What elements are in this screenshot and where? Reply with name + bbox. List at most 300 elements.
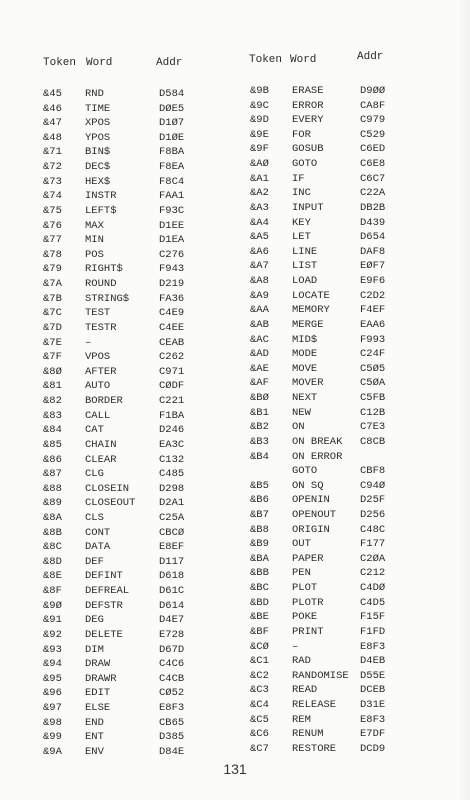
table-row bbox=[43, 527, 243, 541]
token-cell: &B7 bbox=[250, 508, 269, 521]
table-row bbox=[246, 743, 446, 757]
token-cell: &AD bbox=[250, 348, 269, 361]
word-cell: HEX$ bbox=[85, 175, 111, 188]
token-cell: &45 bbox=[43, 88, 62, 100]
table-row bbox=[43, 454, 243, 468]
addr-cell: C4CB bbox=[159, 672, 185, 685]
token-cell: &7E bbox=[43, 336, 62, 349]
addr-cell: EAA6 bbox=[360, 318, 386, 331]
addr-cell: CØDF bbox=[159, 380, 185, 393]
page-number: 131 bbox=[223, 761, 247, 777]
word-cell: RIGHT$ bbox=[85, 263, 123, 276]
word-cell: ENT bbox=[85, 731, 104, 744]
addr-cell: F4EF bbox=[360, 304, 386, 317]
token-cell: &A4 bbox=[250, 216, 269, 229]
word-cell: MODE bbox=[292, 348, 318, 361]
table-row bbox=[43, 629, 243, 643]
header-addr: Addr bbox=[357, 51, 384, 63]
table-row bbox=[246, 480, 446, 494]
addr-cell: D618 bbox=[159, 570, 185, 583]
token-cell: &C6 bbox=[250, 728, 269, 741]
token-cell: &83 bbox=[43, 409, 62, 422]
addr-cell: C24F bbox=[360, 348, 386, 361]
word-cell: ROUND bbox=[85, 278, 117, 291]
addr-cell: CA8F bbox=[360, 99, 386, 112]
word-cell: AUTO bbox=[85, 380, 111, 393]
word-cell: LEFT$ bbox=[85, 204, 117, 217]
token-cell: &72 bbox=[43, 161, 62, 174]
token-cell: &A2 bbox=[250, 187, 269, 200]
token-cell: &47 bbox=[43, 117, 62, 130]
token-cell: &95 bbox=[43, 672, 62, 685]
addr-cell: CBF8 bbox=[360, 465, 386, 478]
addr-cell: C48C bbox=[360, 523, 386, 536]
word-cell: CAT bbox=[85, 424, 104, 437]
word-cell: MAX bbox=[85, 219, 104, 232]
addr-cell: F8EA bbox=[159, 161, 185, 174]
addr-cell: F8C4 bbox=[159, 175, 185, 188]
table-row bbox=[246, 363, 446, 377]
word-cell: GOTO bbox=[292, 158, 318, 171]
word-cell: CALL bbox=[85, 409, 111, 422]
table-row bbox=[43, 176, 243, 190]
table-row bbox=[43, 600, 243, 614]
table-row bbox=[246, 246, 446, 260]
addr-cell: C8CB bbox=[360, 435, 386, 448]
addr-cell: C4DØ bbox=[360, 582, 386, 595]
word-cell: INC bbox=[292, 187, 311, 200]
word-cell: BIN$ bbox=[85, 146, 111, 159]
table-row bbox=[43, 410, 243, 424]
word-cell: GOTO bbox=[292, 465, 318, 478]
word-cell: MOVER bbox=[292, 377, 324, 390]
table-row bbox=[246, 290, 446, 304]
addr-cell: CEAB bbox=[159, 336, 185, 349]
word-cell: LINE bbox=[292, 245, 318, 258]
table-row bbox=[43, 234, 243, 248]
addr-cell: F1BA bbox=[159, 409, 185, 422]
addr-cell: E728 bbox=[159, 628, 185, 641]
word-cell: MIN bbox=[85, 234, 104, 247]
addr-cell: C262 bbox=[159, 351, 185, 364]
addr-cell: CØ52 bbox=[159, 687, 185, 700]
addr-cell: F943 bbox=[159, 263, 185, 276]
token-cell: &A5 bbox=[250, 231, 269, 244]
table-row bbox=[246, 187, 446, 201]
token-cell: &98 bbox=[43, 716, 62, 729]
word-cell: PRINT bbox=[292, 625, 324, 638]
word-cell: PEN bbox=[292, 567, 311, 580]
table-row bbox=[43, 395, 243, 409]
word-cell: IF bbox=[292, 172, 305, 185]
table-row bbox=[246, 143, 446, 157]
word-cell: READ bbox=[292, 684, 318, 697]
word-cell: INPUT bbox=[292, 201, 324, 214]
word-cell: END bbox=[85, 716, 104, 729]
token-cell: &96 bbox=[43, 687, 62, 700]
word-cell: DEFINT bbox=[85, 570, 123, 583]
addr-cell: C132 bbox=[159, 453, 185, 466]
word-cell: ERASE bbox=[292, 85, 324, 97]
addr-cell: C4C6 bbox=[159, 658, 185, 671]
addr-cell: E7DF bbox=[360, 728, 386, 741]
table-row bbox=[246, 494, 446, 508]
table-row bbox=[43, 103, 243, 117]
table-row bbox=[43, 307, 243, 321]
token-cell: &AA bbox=[250, 304, 269, 317]
token-cell: &A8 bbox=[250, 275, 269, 288]
word-cell: ENV bbox=[85, 745, 104, 758]
word-cell: CLS bbox=[85, 511, 104, 524]
token-cell: &94 bbox=[43, 658, 62, 671]
addr-cell: D117 bbox=[159, 555, 185, 568]
addr-cell: FA36 bbox=[159, 292, 185, 305]
word-cell: NEXT bbox=[292, 392, 318, 405]
table-row bbox=[246, 728, 446, 742]
word-cell: DRAW bbox=[85, 658, 111, 671]
addr-cell: C276 bbox=[159, 248, 185, 261]
addr-cell: D219 bbox=[159, 278, 185, 291]
table-row bbox=[43, 570, 243, 584]
token-cell: &BD bbox=[250, 596, 269, 609]
addr-cell: C2ØA bbox=[360, 552, 386, 565]
token-cell: &A6 bbox=[250, 245, 269, 258]
addr-cell: C5FB bbox=[360, 392, 386, 405]
addr-cell: D1ØE bbox=[159, 131, 185, 144]
word-cell: – bbox=[292, 640, 299, 653]
token-cell: &88 bbox=[43, 482, 62, 495]
token-cell: &84 bbox=[43, 424, 62, 437]
table-row bbox=[246, 202, 446, 216]
table-row bbox=[43, 658, 243, 672]
table-row bbox=[43, 717, 243, 731]
addr-cell: C94Ø bbox=[360, 479, 386, 492]
token-cell: &C4 bbox=[250, 699, 269, 712]
table-row bbox=[246, 597, 446, 611]
word-cell: AFTER bbox=[85, 365, 117, 378]
table-row bbox=[246, 217, 446, 231]
table-row bbox=[43, 614, 243, 628]
table-row bbox=[43, 249, 243, 263]
token-cell: &82 bbox=[43, 395, 62, 408]
table-row bbox=[43, 337, 243, 351]
token-cell: &B9 bbox=[250, 538, 269, 551]
table-row bbox=[246, 348, 446, 362]
word-cell: RND bbox=[85, 88, 104, 100]
word-cell: GOSUB bbox=[292, 143, 324, 156]
addr-cell: D614 bbox=[159, 599, 185, 612]
word-cell: OPENIN bbox=[292, 494, 330, 507]
word-cell: ON ERROR bbox=[292, 450, 343, 463]
table-row bbox=[246, 377, 446, 391]
word-cell: LET bbox=[292, 231, 311, 244]
word-cell: DEF bbox=[85, 555, 104, 568]
addr-cell: F15F bbox=[360, 611, 386, 624]
table-row bbox=[246, 538, 446, 552]
word-cell: ERROR bbox=[292, 99, 324, 112]
addr-cell: C6C7 bbox=[360, 172, 386, 185]
token-cell: &CØ bbox=[250, 640, 269, 653]
addr-cell: C25A bbox=[159, 511, 185, 524]
header-token: Token bbox=[43, 57, 77, 69]
word-cell: LOAD bbox=[292, 275, 318, 288]
token-cell: &7F bbox=[43, 351, 62, 364]
token-cell: &BØ bbox=[250, 392, 269, 405]
table-row bbox=[246, 392, 446, 406]
word-cell: MEMORY bbox=[292, 304, 330, 317]
word-cell: ON SQ bbox=[292, 479, 324, 492]
token-cell: &AC bbox=[250, 333, 269, 346]
table-row bbox=[246, 655, 446, 669]
word-cell: DRAWR bbox=[85, 672, 117, 685]
table-row bbox=[43, 424, 243, 438]
table-row bbox=[43, 132, 243, 146]
word-cell: STRING$ bbox=[85, 292, 130, 305]
addr-cell: DCD9 bbox=[360, 742, 386, 755]
token-cell: &A3 bbox=[250, 201, 269, 214]
word-cell: LIST bbox=[292, 260, 318, 273]
word-cell: CLEAR bbox=[85, 453, 117, 466]
addr-cell: C221 bbox=[159, 395, 185, 408]
addr-cell: D25F bbox=[360, 494, 386, 507]
token-cell: &48 bbox=[43, 131, 62, 144]
word-cell: ELSE bbox=[85, 702, 111, 715]
token-cell: &89 bbox=[43, 497, 62, 510]
addr-cell: D654 bbox=[360, 231, 386, 244]
token-cell: &8C bbox=[43, 541, 62, 554]
header-token: Token bbox=[249, 54, 283, 66]
table-row bbox=[43, 205, 243, 219]
word-cell: MERGE bbox=[292, 318, 324, 331]
table-row bbox=[246, 304, 446, 318]
word-cell: ON bbox=[292, 421, 305, 434]
word-cell: DIM bbox=[85, 643, 104, 656]
table-row bbox=[43, 687, 243, 701]
word-cell: OUT bbox=[292, 538, 311, 551]
token-cell: &46 bbox=[43, 102, 62, 115]
addr-cell: D439 bbox=[360, 216, 386, 229]
table-row bbox=[246, 553, 446, 567]
word-cell: RENUM bbox=[292, 728, 324, 741]
addr-cell: C971 bbox=[159, 365, 185, 378]
word-cell: RELEASE bbox=[292, 699, 337, 712]
table-row bbox=[246, 567, 446, 581]
addr-cell: D1EE bbox=[159, 219, 185, 232]
table-row bbox=[246, 85, 446, 99]
word-cell: YPOS bbox=[85, 131, 111, 144]
token-cell: &97 bbox=[43, 702, 62, 715]
word-cell: DEFSTR bbox=[85, 599, 123, 612]
table-row bbox=[43, 146, 243, 160]
word-cell: BORDER bbox=[85, 395, 123, 408]
addr-cell: E9F6 bbox=[360, 275, 386, 288]
token-cell: &87 bbox=[43, 468, 62, 481]
token-cell: &BC bbox=[250, 582, 269, 595]
word-cell: PLOTR bbox=[292, 596, 324, 609]
word-cell: RESTORE bbox=[292, 742, 337, 755]
addr-cell: C7E3 bbox=[360, 421, 386, 434]
addr-cell: C979 bbox=[360, 114, 386, 127]
word-cell: CONT bbox=[85, 526, 111, 539]
word-cell: DEG bbox=[85, 614, 104, 627]
token-cell: &7C bbox=[43, 307, 62, 320]
word-cell: KEY bbox=[292, 216, 311, 229]
word-cell: CHAIN bbox=[85, 438, 117, 451]
word-cell: FOR bbox=[292, 128, 311, 141]
table-row bbox=[246, 275, 446, 289]
addr-cell: E8F3 bbox=[159, 702, 185, 715]
addr-cell: C485 bbox=[159, 468, 185, 481]
table-row bbox=[43, 278, 243, 292]
word-cell: MOVE bbox=[292, 362, 318, 375]
word-cell: ORIGIN bbox=[292, 523, 330, 536]
addr-cell: C5Ø5 bbox=[360, 362, 386, 375]
table-row bbox=[43, 644, 243, 658]
word-cell: INSTR bbox=[85, 190, 117, 203]
word-cell: EVERY bbox=[292, 114, 324, 127]
addr-cell: C4D5 bbox=[360, 596, 386, 609]
page-fold-shadow bbox=[456, 0, 470, 800]
table-row bbox=[43, 512, 243, 526]
word-cell: – bbox=[85, 336, 92, 349]
table-row bbox=[43, 439, 243, 453]
token-cell: &C1 bbox=[250, 655, 269, 668]
table-row bbox=[246, 436, 446, 450]
token-cell: &B1 bbox=[250, 406, 269, 419]
addr-cell: D4EB bbox=[360, 655, 386, 668]
addr-cell: DCEB bbox=[360, 684, 386, 697]
token-cell: &A9 bbox=[250, 289, 269, 302]
table-row bbox=[246, 524, 446, 538]
table-row bbox=[246, 173, 446, 187]
token-cell: &73 bbox=[43, 175, 62, 188]
addr-cell: D256 bbox=[360, 508, 386, 521]
addr-cell: C4E9 bbox=[159, 307, 185, 320]
addr-cell: E8EF bbox=[159, 541, 185, 554]
token-cell: &93 bbox=[43, 643, 62, 656]
addr-cell: C6E8 bbox=[360, 158, 386, 171]
addr-cell: F993 bbox=[360, 333, 386, 346]
table-row bbox=[246, 100, 446, 114]
token-cell: &8Ø bbox=[43, 365, 62, 378]
addr-cell: C2D2 bbox=[360, 289, 386, 302]
token-cell: &B6 bbox=[250, 494, 269, 507]
token-cell: &9B bbox=[250, 85, 269, 97]
addr-cell: F93C bbox=[159, 204, 185, 217]
table-row bbox=[246, 582, 446, 596]
addr-cell: D385 bbox=[159, 731, 185, 744]
table-row bbox=[43, 585, 243, 599]
token-cell: &99 bbox=[43, 731, 62, 744]
word-cell: TEST bbox=[85, 307, 111, 320]
addr-cell: D61C bbox=[159, 585, 185, 598]
token-cell: &9D bbox=[250, 114, 269, 127]
token-cell: &71 bbox=[43, 146, 62, 159]
addr-cell: D4E7 bbox=[159, 614, 185, 627]
addr-cell: D31E bbox=[360, 699, 386, 712]
word-cell: DEFREAL bbox=[85, 585, 130, 598]
addr-cell: F8BA bbox=[159, 146, 185, 159]
addr-cell: DAF8 bbox=[360, 245, 386, 258]
table-row bbox=[43, 351, 243, 365]
token-cell: &81 bbox=[43, 380, 62, 393]
word-cell: TIME bbox=[85, 102, 111, 115]
token-cell: &7B bbox=[43, 292, 62, 305]
table-row bbox=[43, 483, 243, 497]
addr-cell: D298 bbox=[159, 482, 185, 495]
token-cell: &C2 bbox=[250, 669, 269, 682]
token-cell: &79 bbox=[43, 263, 62, 276]
table-row bbox=[246, 626, 446, 640]
addr-cell: C529 bbox=[360, 128, 386, 141]
table-row bbox=[246, 158, 446, 172]
addr-cell: EA3C bbox=[159, 438, 185, 451]
addr-cell: D2A1 bbox=[159, 497, 185, 510]
addr-cell: C4EE bbox=[159, 321, 185, 334]
token-cell: &B3 bbox=[250, 435, 269, 448]
token-cell: &7D bbox=[43, 321, 62, 334]
token-cell: &9A bbox=[43, 745, 62, 758]
table-row bbox=[43, 88, 243, 102]
addr-cell: D55E bbox=[360, 669, 386, 682]
word-cell: RANDOMISE bbox=[292, 669, 349, 682]
word-cell: PLOT bbox=[292, 582, 318, 595]
token-cell: &BA bbox=[250, 552, 269, 565]
table-row bbox=[43, 293, 243, 307]
addr-cell: D67D bbox=[159, 643, 185, 656]
word-cell: CLOSEIN bbox=[85, 482, 130, 495]
table-row bbox=[246, 260, 446, 274]
token-cell: &74 bbox=[43, 190, 62, 203]
addr-cell: DØE5 bbox=[159, 102, 185, 115]
word-cell: EDIT bbox=[85, 687, 111, 700]
addr-cell: D584 bbox=[159, 88, 185, 100]
header-addr: Addr bbox=[156, 57, 183, 69]
word-cell: CLOSEOUT bbox=[85, 497, 136, 510]
table-row bbox=[43, 731, 243, 745]
addr-cell: F177 bbox=[360, 538, 386, 551]
word-cell: RAD bbox=[292, 655, 311, 668]
addr-cell: DB2B bbox=[360, 201, 386, 214]
addr-cell: D1Ø7 bbox=[159, 117, 185, 130]
table-row bbox=[246, 684, 446, 698]
word-cell: POKE bbox=[292, 611, 318, 624]
word-cell: DATA bbox=[85, 541, 111, 554]
token-cell: &9E bbox=[250, 128, 269, 141]
token-cell: &8E bbox=[43, 570, 62, 583]
word-cell: MID$ bbox=[292, 333, 318, 346]
addr-cell: C12B bbox=[360, 406, 386, 419]
addr-cell: FAA1 bbox=[159, 190, 185, 203]
token-cell: &BE bbox=[250, 611, 269, 624]
table-row bbox=[246, 641, 446, 655]
table-row bbox=[246, 699, 446, 713]
table-row bbox=[246, 451, 446, 465]
token-cell: &91 bbox=[43, 614, 62, 627]
table-row bbox=[246, 231, 446, 245]
token-cell: &75 bbox=[43, 204, 62, 217]
table-row bbox=[246, 407, 446, 421]
word-cell: XPOS bbox=[85, 117, 111, 130]
addr-cell: C22A bbox=[360, 187, 386, 200]
token-cell: &C3 bbox=[250, 684, 269, 697]
word-cell: REM bbox=[292, 713, 311, 726]
addr-cell: D9ØØ bbox=[360, 85, 386, 97]
addr-cell: C212 bbox=[360, 567, 386, 580]
token-cell: &AØ bbox=[250, 158, 269, 171]
token-cell: &9Ø bbox=[43, 599, 62, 612]
token-cell: &AB bbox=[250, 318, 269, 331]
